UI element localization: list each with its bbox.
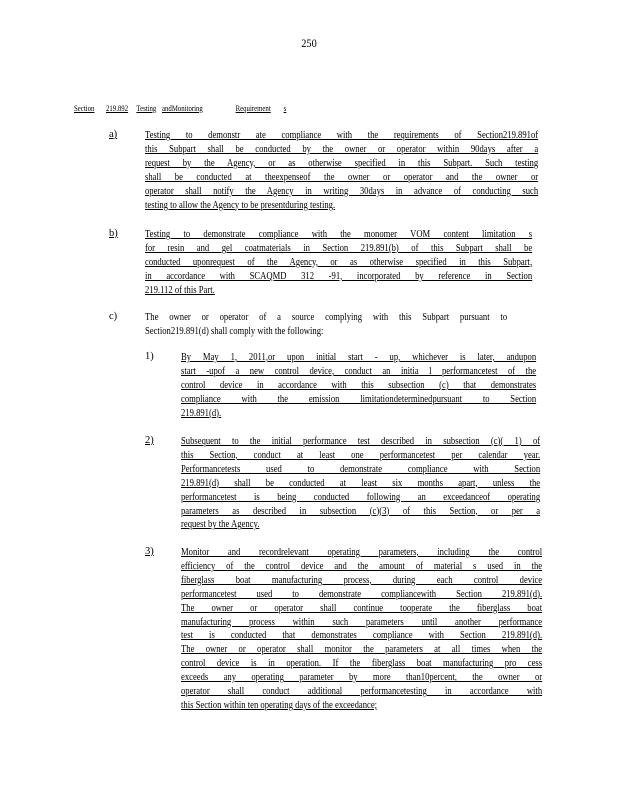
- subparagraph-2-line: this Section, conduct at least one performancetest per calendar year.: [181, 449, 541, 461]
- subparagraph-1-body: [181, 351, 536, 421]
- subparagraph-1-line: compliance with the emission limitationdeterminedpursuant to Section: [181, 393, 537, 405]
- subparagraph-2-line: 219.891(d) shall be conducted at least six months apart, unless the: [181, 477, 541, 489]
- subparagraph-2-line: Performancetests used to demonstrate compliance with Section: [181, 463, 541, 475]
- paragraph-a-line: Testing to demonstr ate compliance with the requirements of Section219.891of: [145, 130, 539, 141]
- paragraph-b-line: 219.112 of this Part.: [145, 284, 215, 296]
- page-number: 250: [301, 36, 317, 50]
- paragraph-a-line: this Subpart shall be conducted by the owner or operator within 90days after a: [145, 143, 539, 155]
- paragraph-a: [145, 129, 538, 212]
- paragraph-a-line: testing to allow the Agency to be presentduring testing.: [145, 199, 336, 211]
- subparagraph-3-line: this Section within ten operating days of the exceedance;: [181, 699, 378, 711]
- subparagraph-1-marker: 1): [145, 351, 154, 362]
- subparagraph-3-line: operator shall conduct additional performancetesting in accordance with: [181, 686, 543, 698]
- subparagraph-3-line: The owner or operator shall monitor the parameters at all times when the: [181, 644, 543, 656]
- paragraph-a-line: request by the Agency, or as otherwise specified in this Subpart. Such testing: [145, 157, 539, 169]
- heading-word-suffix: s: [283, 103, 287, 113]
- paragraph-a-line: shall be conducted at theexpenseof the owner or operator and the owner or: [145, 171, 539, 183]
- subparagraph-3-line: exceeds any operating parameter by more than10percent, the owner or: [181, 672, 543, 684]
- subparagraph-3-line: fiberglass boat manufacturing process, during each control device: [181, 574, 543, 586]
- heading-section-label: Section: [74, 103, 95, 113]
- subparagraph-2-line: performancetest is being conducted following an exceedanceof operating: [181, 491, 541, 503]
- subparagraph-2: [181, 435, 540, 532]
- subparagraph-3-marker: 3): [145, 546, 154, 557]
- paragraph-b-marker: b): [109, 228, 118, 239]
- subparagraph-2-line: parameters as described in subsection (c)(3) of this Section, or per a: [181, 505, 541, 517]
- paragraph-c-body: [145, 311, 507, 339]
- subparagraph-3-line: test is conducted that demonstrates compliance with Section 219.891(d).: [181, 630, 543, 642]
- heading-word-monitoring: andMonitoring: [162, 103, 203, 113]
- subparagraph-2-marker: 2): [145, 435, 154, 446]
- section-heading: [74, 103, 314, 113]
- subparagraph-3-line: control device is in operation. If the fiberglass boat manufacturing pro cess: [181, 658, 543, 670]
- paragraph-c-line: Section219.891(d) shall comply with the following:: [145, 325, 324, 337]
- subparagraph-1: [181, 351, 536, 421]
- paragraph-c-marker: c): [109, 311, 118, 322]
- heading-word-requirement: Requirement: [235, 103, 271, 113]
- paragraph-b-line: conducted uponrequest of the Agency, or as otherwise specified in this Subpart,: [145, 256, 533, 268]
- paragraph-b-body: [145, 228, 532, 298]
- paragraph-b-line: Testing to demonstrate compliance with the monomer VOM content limitation s: [145, 229, 533, 240]
- heading-word-testing: Testing: [136, 103, 157, 113]
- subparagraph-1-line: 219.891(d).: [181, 407, 222, 419]
- subparagraph-3-line: The owner or operator shall continue tooperate the fiberglass boat: [181, 602, 543, 614]
- paragraph-c-line: The owner or operator of a source complying with this Subpart pursuant to: [145, 312, 508, 323]
- heading-section-number: 219.892: [106, 103, 129, 113]
- subparagraph-1-line: By May 1, 2011,or upon initial start - up, whichever is later, andupon: [181, 352, 537, 363]
- subparagraph-3-line: manufacturing process within such parameters until another performance: [181, 616, 543, 628]
- subparagraph-3: [181, 546, 542, 713]
- subparagraph-3-line: efficiency of the control device and the amount of material s used in the: [181, 560, 543, 572]
- subparagraph-2-line: request by the Agency.: [181, 519, 260, 531]
- paragraph-c: [145, 311, 507, 339]
- paragraph-a-body: [145, 129, 538, 212]
- paragraph-b-line: for resin and gel coatmaterials in Section 219.891(b) of this Subpart shall be: [145, 242, 533, 254]
- paragraph-b-line: in accordance with SCAQMD 312 -91, incorporated by reference in Section: [145, 270, 533, 282]
- paragraph-a-marker: a): [109, 129, 118, 140]
- subparagraph-1-line: control device in accordance with this subsection (c) that demonstrates: [181, 379, 537, 391]
- subparagraph-3-line: Monitor and recordrelevant operating parameters, including the control: [181, 547, 543, 558]
- subparagraph-1-line: start -upof a new control device, conduct an initia l performancetest of the: [181, 365, 537, 377]
- subparagraph-2-body: [181, 435, 540, 532]
- subparagraph-2-line: Subsequent to the initial performance test described in subsection (c)( 1) of: [181, 436, 541, 447]
- subparagraph-3-body: [181, 546, 542, 713]
- subparagraph-3-line: performancetest used to demonstrate compliancewith Section 219.891(d).: [181, 588, 543, 600]
- paragraph-a-line: operator shall notify the Agency in writing 30days in advance of conducting such: [145, 185, 539, 197]
- paragraph-b: [145, 228, 532, 298]
